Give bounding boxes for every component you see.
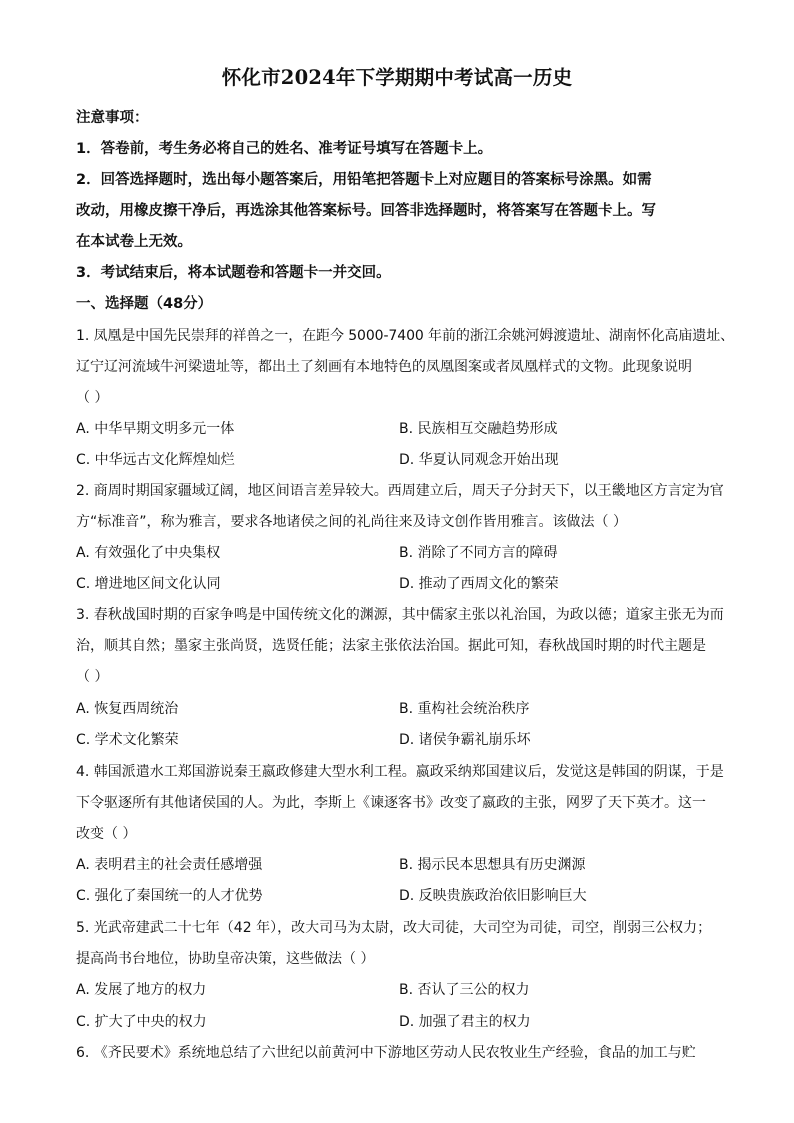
question-5-option-c: C. 扩大了中央的权力	[76, 1014, 207, 1030]
notice-item-2-line-2: 改动，用橡皮擦干净后，再选涂其他答案标号。回答非选择题时，将答案写在答题卡上。写	[76, 203, 656, 219]
question-2-line-1: 2. 商周时期国家疆域辽阔，地区间语言差异较大。西周建立后，周天子分封天下，以王畿地区方言定为官	[76, 483, 724, 499]
question-5-option-b: B. 否认了三公的权力	[399, 982, 530, 998]
question-3-option-c: C. 学术文化繁荣	[76, 732, 179, 748]
question-4-option-d: D. 反映贵族政治依旧影响巨大	[399, 888, 587, 904]
question-4-option-a: A. 表明君主的社会责任感增强	[76, 857, 263, 873]
question-4-option-c: C. 强化了秦国统一的人才优势	[76, 888, 263, 904]
question-4-line-1: 4. 韩国派遣水工郑国游说秦王嬴政修建大型水利工程。嬴政采纳郑国建议后，发觉这是韩国的阴谋，于是	[76, 764, 724, 780]
notice-heading: 注意事项：	[76, 110, 149, 126]
notice-item-2-line-1: 2．回答选择题时，选出每小题答案后，用铅笔把答题卡上对应题目的答案标号涂黑。如需	[76, 172, 652, 188]
question-3-line-2: 治，顺其自然；墨家主张尚贤，选贤任能；法家主张依法治国。据此可知，春秋战国时期的时代主题是	[76, 638, 706, 654]
question-5-line-2: 提高尚书台地位，协助皇帝决策，这些做法（ ）	[76, 951, 375, 967]
question-1-option-c: C. 中华远古文化辉煌灿烂	[76, 452, 235, 468]
question-5-option-a: A. 发展了地方的权力	[76, 982, 207, 998]
question-2-option-c: C. 增进地区间文化认同	[76, 576, 221, 592]
question-2-option-b: B. 消除了不同方言的障碍	[399, 545, 558, 561]
exam-title: 怀化市2024年下学期期中考试高一历史	[221, 66, 573, 89]
question-6-line-1: 6. 《齐民要术》系统地总结了六世纪以前黄河中下游地区劳动人民农牧业生产经验，食品的加工与贮	[76, 1045, 696, 1061]
question-3-option-d: D. 诸侯争霸礼崩乐坏	[399, 732, 531, 748]
question-2-option-d: D. 推动了西周文化的繁荣	[399, 576, 559, 592]
question-1-line-1: 1. 凤凰是中国先民崇拜的祥兽之一，在距今 5000-7400 年前的浙江余姚河姆渡遗址、湖南怀化高庙遗址、	[76, 328, 735, 344]
question-1-option-b: B. 民族相互交融趋势形成	[399, 421, 558, 437]
question-3-option-a: A. 恢复西周统治	[76, 701, 179, 717]
question-1-option-d: D. 华夏认同观念开始出现	[399, 452, 559, 468]
question-2-line-2: 方“标准音”，称为雅言，要求各地诸侯之间的礼尚往来及诗文创作皆用雅言。该做法（ ）	[76, 514, 627, 530]
question-2-option-a: A. 有效强化了中央集权	[76, 545, 221, 561]
question-5-line-1: 5. 光武帝建武二十七年（42 年），改大司马为太尉，改大司徒，大司空为司徒，司空，削弱三公权力；	[76, 920, 712, 936]
question-4-option-b: B. 揭示民本思想具有历史渊源	[399, 857, 586, 873]
question-5-option-d: D. 加强了君主的权力	[399, 1014, 531, 1030]
notice-item-2-line-3: 在本试卷上无效。	[76, 234, 192, 250]
section-heading: 一、选择题（48分）	[76, 296, 213, 312]
question-1-line-3: （ ）	[76, 390, 109, 406]
question-3-line-3: （ ）	[76, 669, 109, 685]
question-4-line-2: 下令驱逐所有其他诸侯国的人。为此，李斯上《谏逐客书》改变了嬴政的主张，网罗了天下英才。这一	[76, 795, 706, 811]
question-1-option-a: A. 中华早期文明多元一体	[76, 421, 235, 437]
question-4-line-3: 改变（ ）	[76, 826, 137, 842]
question-3-line-1: 3. 春秋战国时期的百家争鸣是中国传统文化的渊源，其中儒家主张以礼治国，为政以德；道家主张无为而	[76, 607, 724, 623]
notice-item-3: 3．考试结束后，将本试题卷和答题卡一并交回。	[76, 265, 391, 281]
notice-item-1: 1．答卷前，考生务必将自己的姓名、准考证号填写在答题卡上。	[76, 141, 493, 157]
question-1-line-2: 辽宁辽河流域牛河梁遗址等，都出土了刻画有本地特色的凤凰图案或者凤凰样式的文物。此现象说明	[76, 359, 692, 375]
question-3-option-b: B. 重构社会统治秩序	[399, 701, 530, 717]
